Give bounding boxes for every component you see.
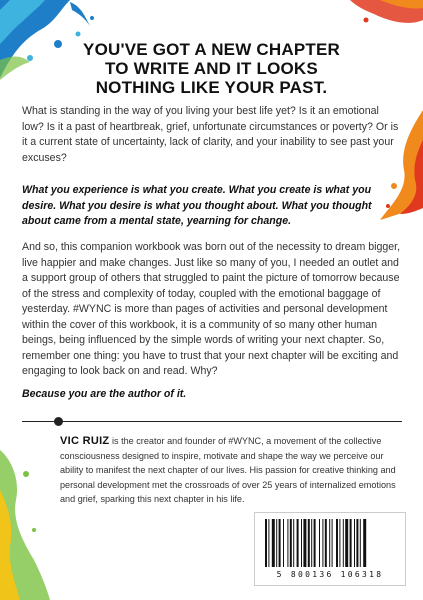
- paint-splash-top-right: [330, 0, 423, 40]
- divider-dot: [54, 417, 63, 426]
- closing-line: Because you are the author of it.: [22, 388, 187, 400]
- paint-splash-bottom-left: [0, 430, 60, 600]
- divider-line: [22, 421, 402, 422]
- author-bio: [60, 434, 400, 507]
- author-name: VIC RUIZ: [60, 435, 110, 447]
- author-bio-text: is the creator and founder of #WYNC, a movement of the collective consciousness designed to inspire, motivate and shape the way we perceive our ability to manifest the next chapter of our lives. His passion for creative thinking and personal development met the crossroads of over 25 years of internalized emotions and grief, sparking this next chapter in his life.: [60, 436, 396, 504]
- body-paragraph: And so, this companion workbook was born out of the necessity to dream bigger, live happier and make changes. Just like so many of you, I needed an outlet and a support group of others that struggled to paint the picture of tomorrow because of the stress and complexity of today, coupled with the emotional baggage of yesterday. #WYNC is more than pages of activities and personal development within the cover of this workbook, it is a community of so many other human beings, being influenced by the simple words of writing your next chapter. So, remember one thing: you have to trust that your next chapter will be exciting and engaging to look back on and read. Why?: [22, 241, 401, 377]
- emphasis-paragraph: What you experience is what you create. What you create is what you desire. What you desire is what you thought about. What you thought about came from a mental state, yearning for change.: [22, 184, 372, 227]
- barcode-bars: [263, 519, 397, 567]
- barcode-number: 5 800136 106318: [276, 570, 384, 579]
- page-headline: YOU'VE GOT A NEW CHAPTER TO WRITE AND IT LOOKS NOTHING LIKE YOUR PAST.: [83, 40, 340, 97]
- intro-paragraph: What is standing in the way of you living your best life yet? Is it an emotional low? Is it a past of heartbreak, grief, unfortunate circumstances or poverty? Or is it a current state of uncertainty, lack of clarity, and your inability to see past your excuses?: [22, 105, 399, 164]
- barcode: [254, 512, 406, 586]
